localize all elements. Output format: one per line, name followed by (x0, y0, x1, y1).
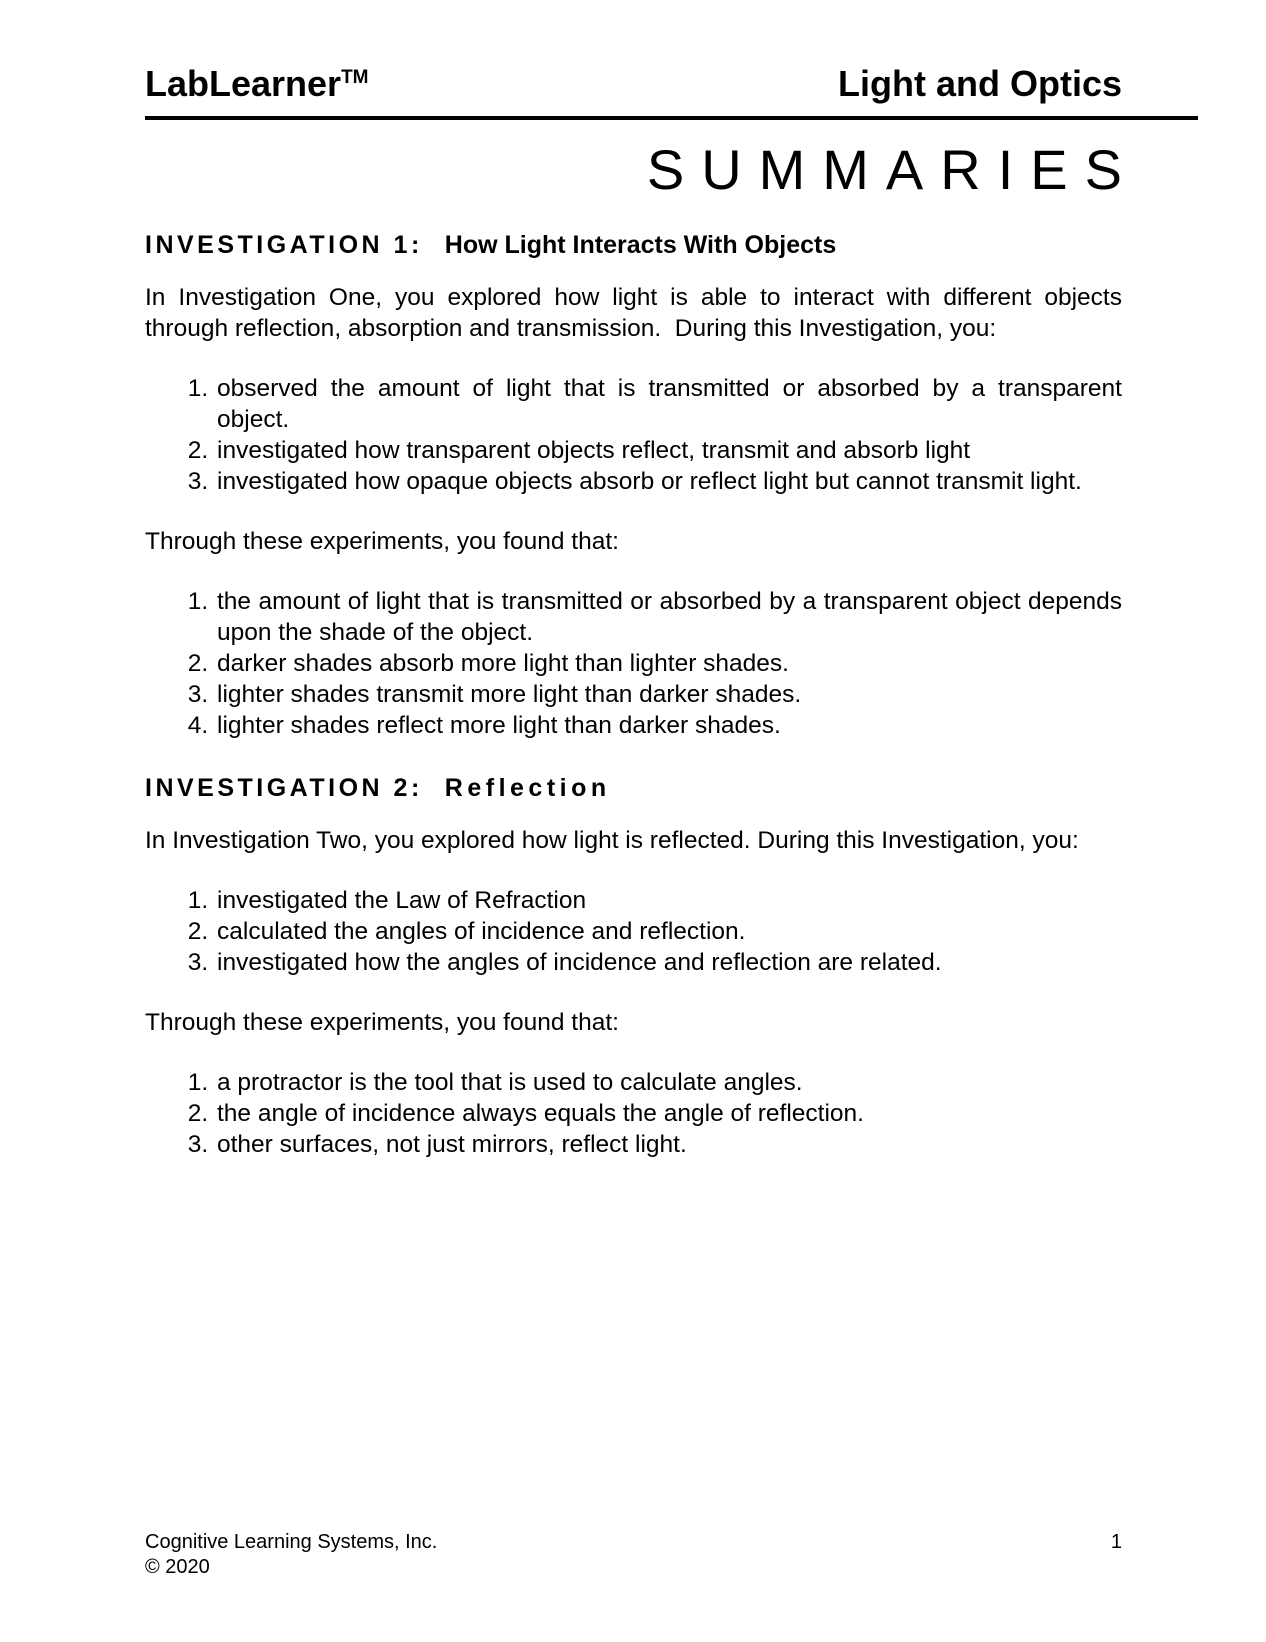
list-item: 3. other surfaces, not just mirrors, reflect light. (215, 1129, 1122, 1160)
header-subject: Light and Optics (838, 63, 1122, 104)
page-footer (145, 1530, 1122, 1580)
list-item: 1. observed the amount of light that is transmitted or absorbed by a transparent object. (215, 373, 1122, 435)
list-item: 3. investigated how the angles of incidence and reflection are related. (215, 947, 1122, 978)
trademark-symbol: TM (341, 67, 369, 88)
list-item: 2. darker shades absorb more light than lighter shades. (215, 648, 1122, 679)
findings-intro: Through these experiments, you found that: (145, 1008, 619, 1036)
findings-intro: Through these experiments, you found that: (145, 527, 619, 555)
intro-paragraph: In Investigation One, you explored how light is able to interact with different objects through reflection, absorption and transmission. During this Investigation, you: (145, 283, 1122, 342)
actions-list (145, 885, 1122, 978)
list-item: 1. the amount of light that is transmitted or absorbed by a transparent object depends upon the shade of the object. (215, 586, 1122, 648)
page-header (145, 64, 1198, 120)
footer-company: Cognitive Learning Systems, Inc. (145, 1531, 438, 1553)
brand-name: LabLearner (145, 63, 342, 104)
list-item: 2. calculated the angles of incidence and reflection. (215, 916, 1122, 947)
list-item: 1. a protractor is the tool that is used to calculate angles. (215, 1067, 1122, 1098)
list-item: 3. lighter shades transmit more light than darker shades. (215, 679, 1122, 710)
heading-title: Reflection (444, 773, 611, 802)
page-number: 1 (1110, 1531, 1122, 1553)
footer-copyright: © 2020 (145, 1556, 210, 1578)
list-item: 1. investigated the Law of Refraction (215, 885, 1122, 916)
list-item: 2. the angle of incidence always equals the angle of reflection. (215, 1098, 1122, 1129)
document-title: SUMMARIES (646, 138, 1139, 201)
findings-list (145, 586, 1122, 741)
findings-list (145, 1067, 1122, 1160)
heading-title: How Light Interacts With Objects (444, 231, 837, 259)
list-item: 3. investigated how opaque objects absorb or reflect light but cannot transmit light. (215, 466, 1122, 497)
section-heading-investigation-2 (145, 773, 1122, 804)
footer-company-block (145, 1530, 437, 1580)
brand-title (145, 64, 369, 104)
heading-label: INVESTIGATION 2: (145, 773, 423, 802)
section-heading-investigation-1 (145, 230, 1122, 261)
heading-label: INVESTIGATION 1: (145, 231, 423, 259)
list-item: 2. investigated how transparent objects reflect, transmit and absorb light (215, 435, 1122, 466)
list-item: 4. lighter shades reflect more light than darker shades. (215, 710, 1122, 741)
intro-paragraph: In Investigation Two, you explored how light is reflected. During this Investigation, you: (145, 826, 1079, 854)
actions-list (145, 373, 1122, 497)
